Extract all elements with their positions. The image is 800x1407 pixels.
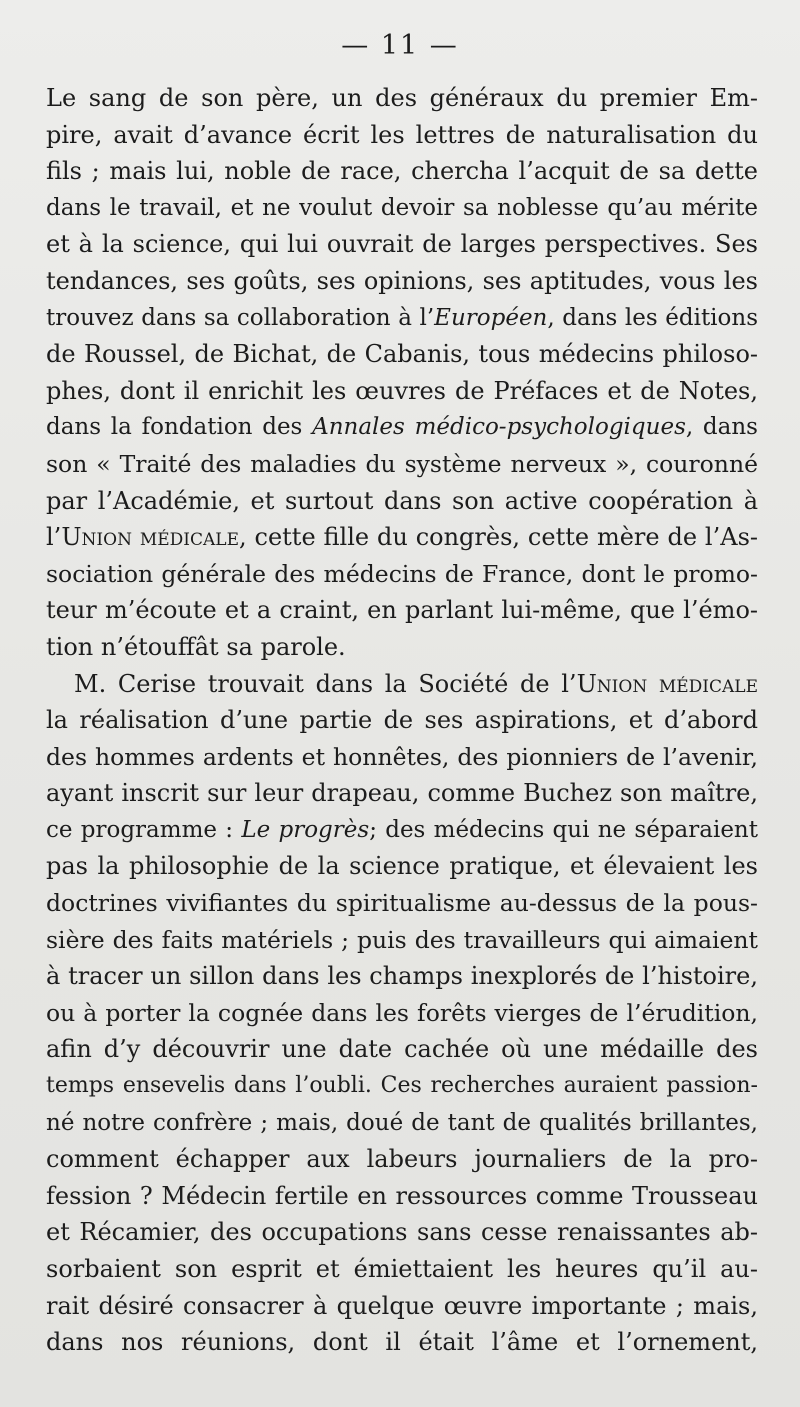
text-line: ce programme : Le progrès; des médecins qui ne séparaient: [46, 816, 758, 843]
journal-title-europeen: Européen: [434, 304, 548, 331]
text-line: né notre confrère ; mais, doué de tant de qualités brillantes,: [46, 1109, 758, 1136]
text-line: doctrines vivifiantes du spiritualisme au-dessus de la pous-: [46, 889, 758, 918]
text-line: M. Cerise trouvait dans la Société de l’Union médicale: [74, 669, 758, 698]
text-line: et Récamier, des occupations sans cesse renaissantes ab-: [46, 1218, 758, 1247]
text-line: tion n’étouffât sa parole.: [46, 632, 346, 661]
text-line: par l’Académie, et surtout dans son active coopération à: [46, 486, 758, 515]
text-line: sorbaient son esprit et émiettaient les heures qu’il au-: [46, 1255, 758, 1283]
text-line: de Roussel, de Bichat, de Cabanis, tous médecins philoso-: [46, 340, 758, 369]
text-line: rait désiré consacrer à quelque œuvre importante ; mais,: [46, 1291, 758, 1320]
text-line: pas la philosophie de la science pratique, et élevaient les: [46, 852, 758, 881]
text-line: ou à porter la cognée dans les forêts vierges de l’érudition,: [46, 998, 758, 1027]
journal-title-union-medicale: Union médicale: [61, 523, 239, 552]
text-line: à tracer un sillon dans les champs inexplorés de l’histoire,: [46, 962, 758, 991]
text-line: son « Traité des maladies du système nerveux », couronné: [46, 449, 758, 478]
text-line: sière des faits matériels ; puis des travailleurs qui aimaient: [46, 925, 758, 954]
text-line: pire, avait d’avance écrit les lettres de naturalisation du: [46, 120, 758, 149]
text-line: fils ; mais lui, noble de race, chercha l’acquit de sa dette: [46, 157, 758, 186]
journal-title-annales: Annales médico-psychologiques: [312, 414, 686, 441]
text-line: ayant inscrit sur leur drapeau, comme Buchez son maître,: [46, 779, 758, 808]
journal-title-union-medicale: Union médicale: [576, 669, 758, 698]
text-line: la réalisation d’une partie de ses aspirations, et d’abord: [46, 706, 758, 735]
text-line: fession ? Médecin fertile en ressources comme Trousseau: [46, 1181, 758, 1210]
text-line: dans nos réunions, dont il était l’âme et l’ornement,: [46, 1328, 758, 1357]
text-line: des hommes ardents et honnêtes, des pionniers de l’avenir,: [46, 742, 758, 771]
body-text: [46, 80, 758, 1361]
text-line: dans le travail, et ne voulut devoir sa noblesse qu’au mérite: [46, 194, 758, 221]
text-line: tendances, ses goûts, ses opinions, ses aptitudes, vous les: [46, 266, 758, 295]
motto-le-progres: Le progrès: [241, 816, 370, 843]
text-line: teur m’écoute et a craint, en parlant lui-même, que l’émo-: [46, 596, 758, 625]
text-line: trouvez dans sa collaboration à l’Européen, dans les éditions: [46, 304, 758, 331]
text-line: dans la fondation des Annales médico-psychologiques, dans: [46, 414, 758, 441]
text-line: temps ensevelis dans l’oubli. Ces recherches auraient passion-: [46, 1073, 758, 1099]
text-line: comment échapper aux labeurs journaliers de la pro-: [46, 1145, 758, 1174]
text-line: Le sang de son père, un des généraux du premier Em-: [46, 84, 758, 112]
page-number: — 11 —: [341, 30, 459, 61]
text-line: afin d’y découvrir une date cachée où une médaille des: [46, 1035, 758, 1064]
text-line: et à la science, qui lui ouvrait de larges perspectives. Ses: [46, 230, 758, 259]
text-line: phes, dont il enrichit les œuvres de Préfaces et de Notes,: [46, 376, 758, 405]
text-line: l’Union médicale, cette fille du congrès, cette mère de l’As-: [46, 523, 758, 552]
text-line: sociation générale des médecins de France, dont le promo-: [46, 559, 758, 588]
